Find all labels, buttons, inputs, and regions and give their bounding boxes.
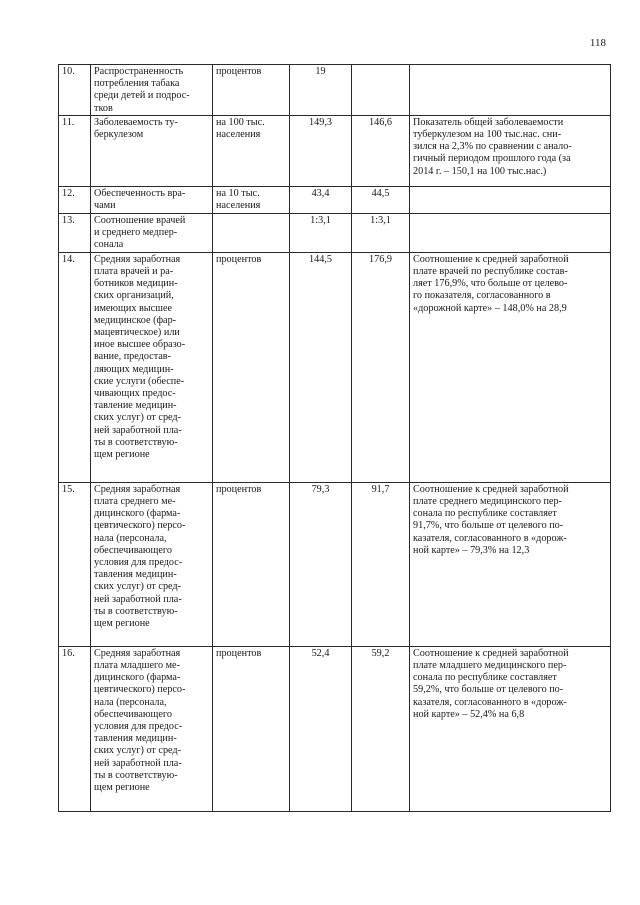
value-current: 91,7 bbox=[352, 482, 410, 646]
note-cell: Соотношение к средней заработной плате младшего медицинского пер- сонала по республике составляет 59,2%, что больше от целевого по- казателя, согласованного в «дорож- ной карте» – 52,4% на 6,8 bbox=[410, 646, 611, 811]
note-cell bbox=[410, 186, 611, 213]
table-row bbox=[59, 646, 611, 811]
value-previous: 52,4 bbox=[290, 646, 352, 811]
row-number: 10. bbox=[59, 65, 91, 116]
value-current: 1:3,1 bbox=[352, 213, 410, 252]
value-previous: 149,3 bbox=[290, 115, 352, 186]
note-cell bbox=[410, 65, 611, 116]
row-number: 13. bbox=[59, 213, 91, 252]
indicator-name: Средняя заработная плата младшего ме- дицинского (фарма- цевтического) персо- нала (персонала, обеспечивающего условия для предос- тавления медицин- ских услуг) от сред- ней заработной пла- ты в соответствую- щем регионе bbox=[91, 646, 213, 811]
table-body bbox=[59, 65, 611, 812]
unit-cell: процентов bbox=[213, 646, 290, 811]
table-row bbox=[59, 252, 611, 482]
page-number: 118 bbox=[589, 37, 606, 49]
indicator-name: Соотношение врачей и среднего медпер- сонала bbox=[91, 213, 213, 252]
value-previous: 79,3 bbox=[290, 482, 352, 646]
unit-cell: на 10 тыс. населения bbox=[213, 186, 290, 213]
row-number: 15. bbox=[59, 482, 91, 646]
unit-cell: процентов bbox=[213, 482, 290, 646]
note-cell: Соотношение к средней заработной плате врачей по республике состав- ляет 176,9%, что больше от целево- го показателя, согласованного в «дорожной карте» – 148,0% на 28,9 bbox=[410, 252, 611, 482]
table-row bbox=[59, 482, 611, 646]
unit-cell: процентов bbox=[213, 65, 290, 116]
indicator-name: Средняя заработная плата врачей и ра- ботников медицин- ских организаций, имеющих высшее медицинское (фар- мацевтическое) или иное высшее образо- вание, предостав- ляющих медицин- ские услуги (обеспе- чивающих предос- тавление медицин- ских услуг) от сред- ней заработной пла- ты в соответствую- щем регионе bbox=[91, 252, 213, 482]
table-row bbox=[59, 186, 611, 213]
value-current: 59,2 bbox=[352, 646, 410, 811]
table-row bbox=[59, 65, 611, 116]
indicator-name: Заболеваемость ту- беркулезом bbox=[91, 115, 213, 186]
indicator-name: Обеспеченность вра- чами bbox=[91, 186, 213, 213]
note-cell: Показатель общей заболеваемости туберкулезом на 100 тыс.нас. сни- зился на 2,3% по сравнении с анало- гичный периодом прошлого года (за 2014 г. – 150,1 на 100 тыс.нас.) bbox=[410, 115, 611, 186]
unit-cell: на 100 тыс. населения bbox=[213, 115, 290, 186]
indicator-name: Распространенность потребления табака среди детей и подрос- тков bbox=[91, 65, 213, 116]
value-current: 146,6 bbox=[352, 115, 410, 186]
note-cell bbox=[410, 213, 611, 252]
value-current bbox=[352, 65, 410, 116]
unit-cell: процентов bbox=[213, 252, 290, 482]
row-number: 12. bbox=[59, 186, 91, 213]
indicators-table bbox=[58, 64, 611, 812]
value-previous: 43,4 bbox=[290, 186, 352, 213]
value-current: 44,5 bbox=[352, 186, 410, 213]
table-row bbox=[59, 115, 611, 186]
row-number: 14. bbox=[59, 252, 91, 482]
table-row bbox=[59, 213, 611, 252]
unit-cell bbox=[213, 213, 290, 252]
indicator-name: Средняя заработная плата среднего ме- дицинского (фарма- цевтического) персо- нала (персонала, обеспечивающего условия для предос- тавления медицин- ских услуг) от сред- ней заработной пла- ты в соответствую- щем регионе bbox=[91, 482, 213, 646]
row-number: 11. bbox=[59, 115, 91, 186]
value-current: 176,9 bbox=[352, 252, 410, 482]
note-cell: Соотношение к средней заработной плате среднего медицинского пер- сонала по республике составляет 91,7%, что больше от целевого по- казателя, согласованного в «дорож- ной карте» – 79,3% на 12,3 bbox=[410, 482, 611, 646]
value-previous: 144,5 bbox=[290, 252, 352, 482]
row-number: 16. bbox=[59, 646, 91, 811]
value-previous: 19 bbox=[290, 65, 352, 116]
value-previous: 1:3,1 bbox=[290, 213, 352, 252]
